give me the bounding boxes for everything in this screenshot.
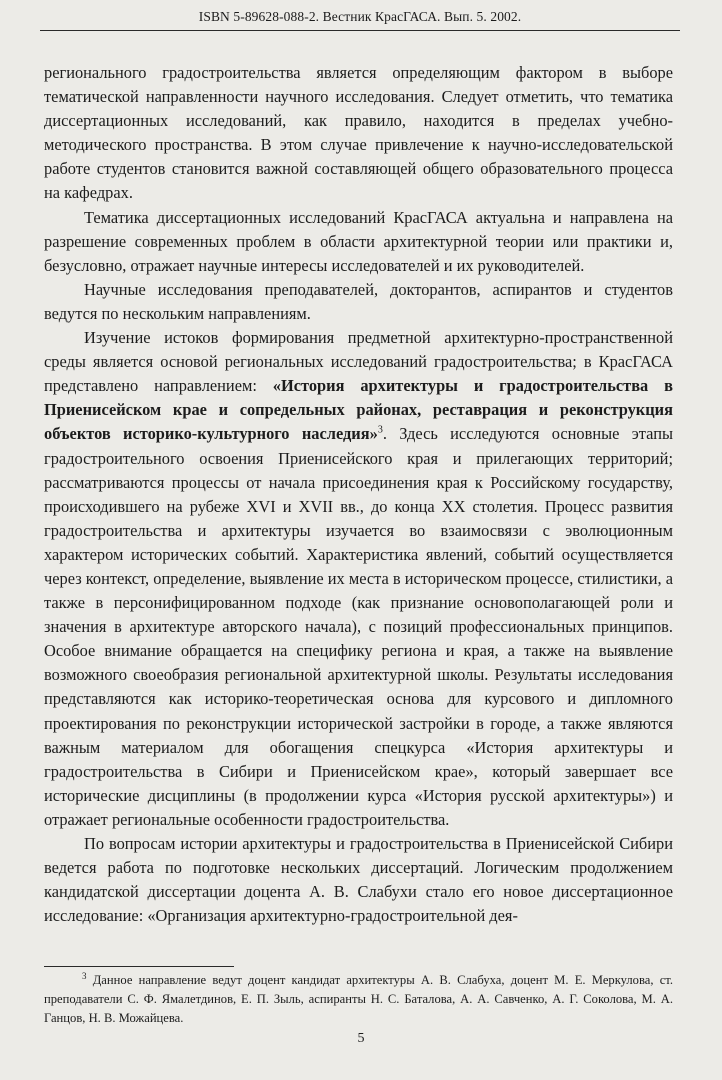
- header-rule: [40, 30, 680, 31]
- footnote-reference: 3: [377, 424, 383, 436]
- footnote: [44, 971, 673, 1029]
- paragraph-4: [44, 326, 673, 832]
- page-number: 5: [357, 1031, 365, 1046]
- paragraph-4-body: . Здесь исследуются основные этапы градостроительного освоения Приенисейского края и прилегающих территорий; рассматриваются процессы от начала присоединения края к Российскому государству, происходившего на рубеже XVI и XVII вв., до конца XX столетия. Процесс развития градостроительства и архитектуры изучается во взаимосвязи с эволюционным характером исторических событий. Характеристика явлений, событий осуществляется через контекст, определение, выявление их места в историческом процессе, стилистики, а также в персонифицированном подходе (как признание основополагающей роли и значения в архитектуре авторского начала), с позиций профессиональных принципов. Особое внимание обращается на специфику региона и края, а также на выявление возможного своеобразия региональной архитектурной школы. Результаты исследования представляются как историко-теоретическая основа для курсового и дипломного проектирования по реконструкции исторической застройки в городе, а также являются важным материалом для обогащения спецкурса «История архитектуры и градостроительства в Сибири и Приенисейском крае», который завершает все исторические дисциплины (в продолжении курса «История русской архитектуры») и отражает региональные особенности градостроительства.: [44, 424, 673, 829]
- footnote-text: Данное направление ведут доцент кандидат архитектуры А. В. Слабуха, доцент М. Е. Меркулова, ст. преподаватели С. Ф. Ямалетдинов, Е. П. Зыль, аспиранты Н. С. Баталова, А. А. Савченко, А. Г. Соколова, М. А. Ганцов, Н. В. Можайцева.: [44, 973, 673, 1026]
- footnote-mark: 3: [82, 970, 87, 981]
- paragraph-3: Научные исследования преподавателей, докторантов, аспирантов и студентов ведутся по нескольким направлениям.: [44, 279, 673, 323]
- paragraph-5: По вопросам истории архитектуры и градостроительства в Приенисейской Сибири ведется работа по подготовке нескольких диссертаций. Логическим продолжением кандидатской диссертации доцента А. В. Слабухи стало его новое диссертационное исследование: «Организация архитектурно-градостроительной дея-: [44, 834, 673, 926]
- body-text: [44, 61, 673, 928]
- paragraph-1: регионального градостроительства является определяющим фактором в выборе тематической направленности научного исследования. Следует отметить, что тематика диссертационных исследований, как правило, находится в пределах учебно-методического пространства. В этом случае привлечение к научно-исследовательской работе студентов становится важной составляющей общего образовательного процесса на кафедрах.: [44, 63, 673, 203]
- paragraph-2: Тематика диссертационных исследований КрасГАСА актуальна и направлена на разрешение современных проблем в области архитектурной теории или практики и, безусловно, отражает научные интересы исследователей и их руководителей.: [44, 207, 673, 275]
- footnote-rule: [44, 966, 234, 967]
- paragraph-4-intro: Изучение истоков формирования предметной архитектурно-пространственной среды является основой региональных исследований градостроительства; в КрасГАСА представлено направлением:: [44, 328, 673, 396]
- running-header: ISBN 5-89628-088-2. Вестник КрасГАСА. Вып. 5. 2002.: [198, 9, 522, 24]
- research-direction-title: «История архитектуры и градостроительства в Приенисейском крае и сопредельных районах, реставрация и реконструкция объектов историко-культурного наследия»: [44, 376, 673, 444]
